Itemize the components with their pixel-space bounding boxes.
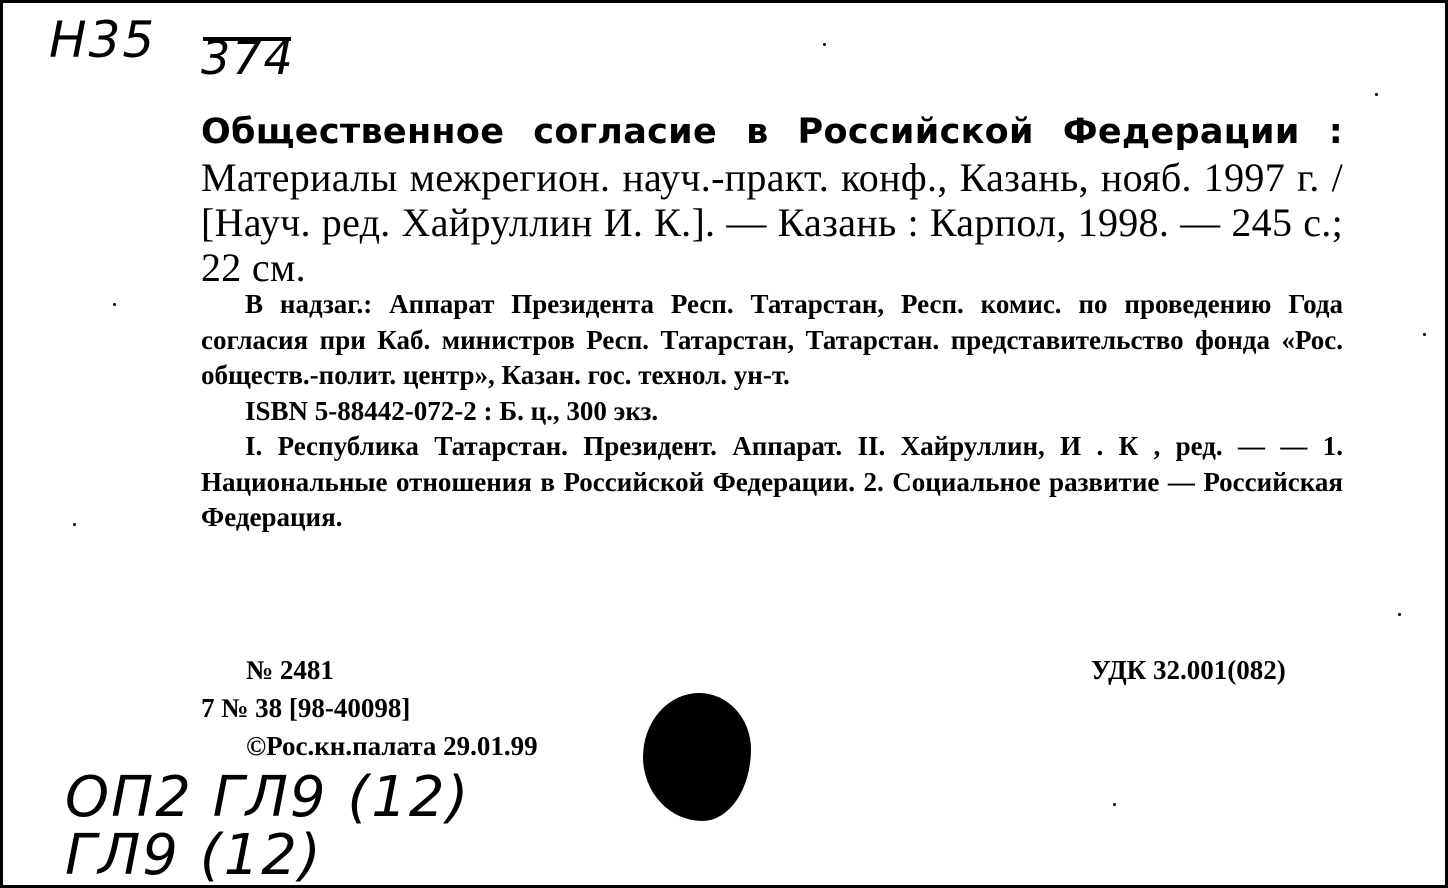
issuer-note: В надзаг.: Аппарат Президента Респ. Татарстан, Респ. комис. по проведению Года согласия при Каб. министров Респ. Татарстан, Татарстан. представительство фонда «Рос. обществ.-полит. центр», Казан. гос. технол. ун-т.: [201, 289, 1343, 390]
handwritten-shelf-code: Н35: [49, 11, 157, 69]
entry-title: Общественное согласие в Российской Федерации :: [201, 112, 1343, 152]
copyright-line: ©Рос.кн.палата 29.01.99: [246, 731, 538, 761]
handwritten-number: 374: [201, 31, 295, 85]
handwritten-call-number-2: ГЛ9 (12): [65, 823, 323, 888]
udc-code: УДК 32.001(082): [1091, 655, 1286, 685]
subject-headings: I. Республика Татарстан. Президент. Аппарат. II. Хайруллин, И . К , ред. — — 1. Национальные отношения в Российской Федерации. 2. Социальное развитие — Российская Федерация.: [201, 431, 1343, 532]
entry-notes: [201, 287, 1343, 536]
registration-number: 7 № 38 [98-40098]: [201, 693, 411, 723]
scan-speck: [1375, 93, 1378, 96]
ink-blot: [643, 693, 751, 821]
entry-description: Материалы межрегион. науч.-практ. конф., Казань, нояб. 1997 г. / [Науч. ред. Хайруллин И. К.]. — Казань : Карпол, 1998. — 245 с.; 22 см.: [201, 155, 1343, 290]
scan-speck: [1113, 803, 1116, 806]
scan-speck: [1398, 613, 1401, 616]
scan-speck: [823, 43, 826, 46]
scan-speck: [1423, 333, 1426, 336]
record-number: № 2481: [246, 655, 334, 685]
scan-speck: [113, 303, 116, 306]
isbn-note: ISBN 5-88442-072-2 : Б. ц., 300 экз.: [245, 395, 659, 426]
handwritten-call-number-1: ОП2 ГЛ9 (12): [65, 765, 471, 830]
scan-speck: [73, 523, 76, 526]
bibliographic-entry: [201, 107, 1343, 290]
